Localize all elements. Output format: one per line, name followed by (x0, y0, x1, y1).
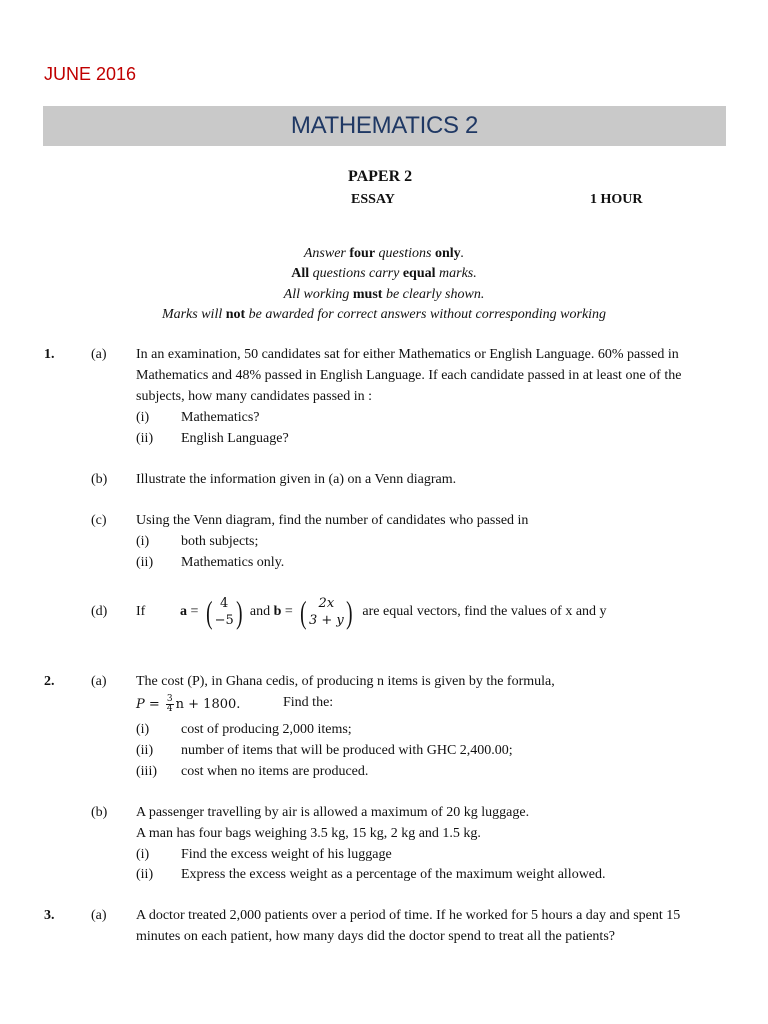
instruction-line-2: All questions carry equal marks. (291, 266, 477, 281)
q1-c-i-text: both subjects; (181, 534, 259, 549)
q2-a-text: The cost (P), in Ghana cedis, of producing n items is given by the formula, (136, 674, 555, 689)
instruction-line-4: Marks will not be awarded for correct answers without corresponding working (161, 307, 607, 322)
q2-b-label: (b) (91, 805, 108, 820)
paper-type: ESSAY (351, 192, 395, 207)
q2-a-iii-text: cost when no items are produced. (181, 764, 369, 779)
q2-b-i-text: Find the excess weight of his luggage (181, 847, 392, 862)
q1-a-text-2: Mathematics and 48% passed in English Language. If each candidate passed in at least one of the (136, 368, 682, 383)
q1-a-ii-label: (ii) (136, 431, 154, 446)
q1-c-label: (c) (91, 513, 107, 528)
formula-fraction (166, 695, 174, 714)
q1-d-if: If (136, 604, 146, 619)
q1-d-vector-equation (180, 590, 607, 634)
q2-b-text-2: A man has four bags weighing 3.5 kg, 15 kg, 2 kg and 1.5 kg. (136, 826, 481, 841)
q2-a-i-label: (i) (136, 722, 150, 737)
q1-a-i-text: Mathematics? (181, 410, 260, 425)
q1-a-text-3: subjects, how many candidates passed in : (136, 389, 373, 404)
exam-date: JUNE 2016 (44, 64, 137, 84)
q1-d-text: are equal vectors, find the values of x and y (362, 604, 607, 619)
vector-b-symbol: b (273, 604, 282, 619)
vector-a-symbol: a (180, 604, 187, 619)
and-word: and (246, 604, 274, 619)
question-1-number: 1. (44, 347, 55, 362)
vector-b-top: 2x (318, 596, 335, 611)
vector-a-bottom: −5 (214, 613, 234, 628)
subject-banner (43, 106, 726, 146)
instruction-line-1: Answer four questions only. (303, 246, 465, 261)
q2-find-the: Find the: (283, 695, 334, 710)
subject-title: MATHEMATICS 2 (290, 112, 479, 139)
question-2-number: 2. (44, 674, 55, 689)
vector-a-top: 4 (220, 596, 229, 611)
q3-a-label: (a) (91, 908, 107, 923)
q2-a-ii-label: (ii) (136, 743, 154, 758)
q2-a-ii-text: number of items that will be produced with GHC 2,400.00; (181, 743, 513, 758)
q2-b-ii-text: Express the excess weight as a percentage of the maximum weight allowed. (181, 867, 606, 882)
q2-a-i-text: cost of producing 2,000 items; (181, 722, 352, 737)
equals-sign-2: = (281, 604, 297, 619)
q2-formula (136, 694, 240, 714)
q1-c-text: Using the Venn diagram, find the number of candidates who passed in (136, 513, 529, 528)
q1-b-label: (b) (91, 472, 108, 487)
q1-c-i-label: (i) (136, 534, 150, 549)
q1-a-label: (a) (91, 347, 107, 362)
q2-b-ii-label: (ii) (136, 867, 154, 882)
formula-lhs: P = (136, 696, 164, 712)
paper-duration: 1 HOUR (590, 192, 643, 207)
formula-rhs: n + 1800. (175, 696, 241, 712)
q3-a-text-2: minutes on each patient, how many days did the doctor spend to treat all the patients? (136, 929, 615, 944)
vector-a: ( 4 −5 ) (206, 594, 243, 630)
q1-c-ii-text: Mathematics only. (181, 555, 285, 570)
question-3-number: 3. (44, 908, 55, 923)
q1-d-label: (d) (91, 604, 108, 619)
paper-number: PAPER 2 (348, 168, 413, 185)
q2-b-text-1: A passenger travelling by air is allowed a maximum of 20 kg luggage. (136, 805, 530, 820)
q2-a-iii-label: (iii) (136, 764, 157, 779)
q1-a-ii-text: English Language? (181, 431, 289, 446)
q1-b-text: Illustrate the information given in (a) on a Venn diagram. (136, 472, 457, 487)
vector-b: ( 2x 3 + y ) (300, 594, 353, 630)
q3-a-text-1: A doctor treated 2,000 patients over a period of time. If he worked for 5 hours a day and spent 15 (136, 908, 681, 923)
fraction-numerator: 3 (166, 693, 173, 704)
instruction-line-3: All working must be clearly shown. (283, 287, 485, 302)
q1-c-ii-label: (ii) (136, 555, 154, 570)
fraction-denominator: 4 (166, 703, 173, 714)
vector-b-bottom: 3 + y (308, 613, 344, 628)
q2-a-label: (a) (91, 674, 107, 689)
q1-a-i-label: (i) (136, 410, 150, 425)
q2-b-i-label: (i) (136, 847, 150, 862)
q1-a-text-1: In an examination, 50 candidates sat for either Mathematics or English Language. 60% passed in (136, 347, 679, 362)
equals-sign: = (187, 604, 202, 619)
